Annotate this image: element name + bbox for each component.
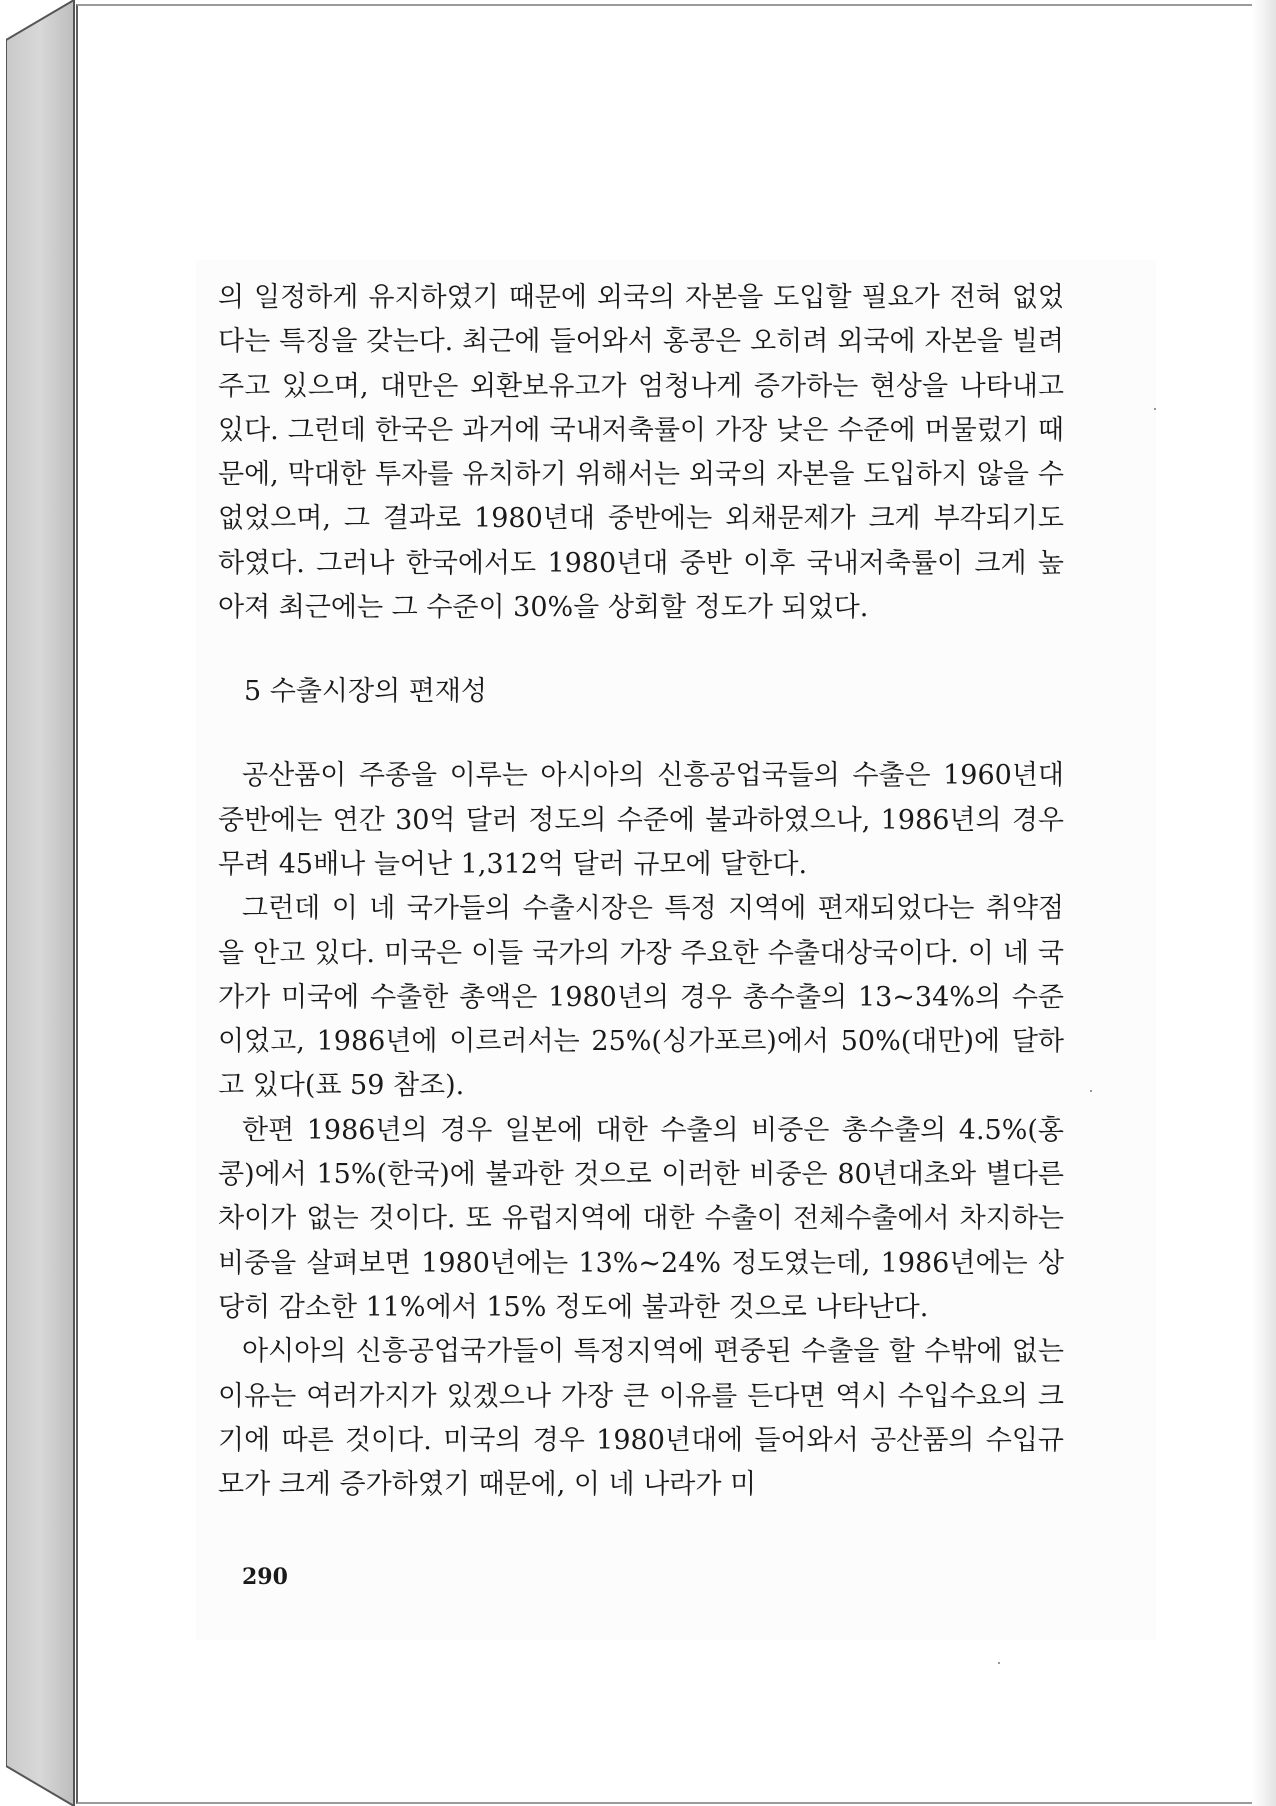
body-text — [218, 276, 1064, 1507]
book-spine — [6, 0, 76, 1806]
paragraph: 공산품이 주종을 이루는 아시아의 신흥공업국들의 수출은 1960년대 중반에는 연간 30억 달러 정도의 수준에 불과하였으나, 1986년의 경우 무려 45배나 늘어난 1,312억 달러 규모에 달한다. — [218, 760, 1064, 880]
scan-speck — [998, 1662, 1000, 1664]
book-spine-shape — [6, 0, 76, 1806]
page-edge-shadow — [1252, 0, 1276, 1806]
paragraph: 한편 1986년의 경우 일본에 대한 수출의 비중은 총수출의 4.5%(홍콩)에서 15%(한국)에 불과한 것으로 이러한 비중은 80년대초와 별다른 차이가 없는 것이다. 또 유럽지역에 대한 수출이 전체수출에서 차지하는 비중을 살펴보면 1980년에는 13%~24% 정도였는데, 1986년에는 상당히 감소한 11%에서 15% 정도에 불과한 것으로 나타난다. — [218, 1114, 1064, 1323]
paragraph: 그런데 이 네 국가들의 수출시장은 특정 지역에 편재되었다는 취약점을 안고 있다. 미국은 이들 국가의 가장 주요한 수출대상국이다. 이 네 국가가 미국에 수출한 총액은 1980년의 경우 총수출의 13~34%의 수준이었고, 1986년에 이르러서는 25%(싱가포르)에서 50%(대만)에 달하고 있다(표 59 참조). — [218, 893, 1064, 1102]
paragraph: 아시아의 신흥공업국가들이 특정지역에 편중된 수출을 할 수밖에 없는 이유는 여러가지가 있겠으나 가장 큰 이유를 든다면 역시 수입수요의 크기에 따른 것이다. 미국의 경우 1980년대에 들어와서 공산품의 수입규모가 크게 증가하였기 때문에, 이 네 나라가 미 — [218, 1336, 1064, 1501]
scan-speck — [1090, 1090, 1092, 1092]
paragraph: 의 일정하게 유지하였기 때문에 외국의 자본을 도입할 필요가 전혀 없었다는 특징을 갖는다. 최근에 들어와서 홍콩은 오히려 외국에 자본을 빌려주고 있으며, 대만은 외환보유고가 엄청나게 증가하는 현상을 나타내고 있다. 그런데 한국은 과거에 국내저축률이 가장 낮은 수준에 머물렀기 때문에, 막대한 투자를 유치하기 위해서는 외국의 자본을 도입하지 않을 수 없었으며, 그 결과로 1980년대 중반에는 외채문제가 크게 부각되기도 하였다. 그러나 한국에서도 1980년대 중반 이후 국내저축률이 크게 높아져 최근에는 그 수준이 30%을 상회할 정도가 되었다. — [218, 282, 1064, 624]
page-number: 290 — [242, 1564, 288, 1590]
section-heading: 5 수출시장의 편재성 — [244, 676, 487, 708]
scan-speck — [1154, 408, 1156, 410]
